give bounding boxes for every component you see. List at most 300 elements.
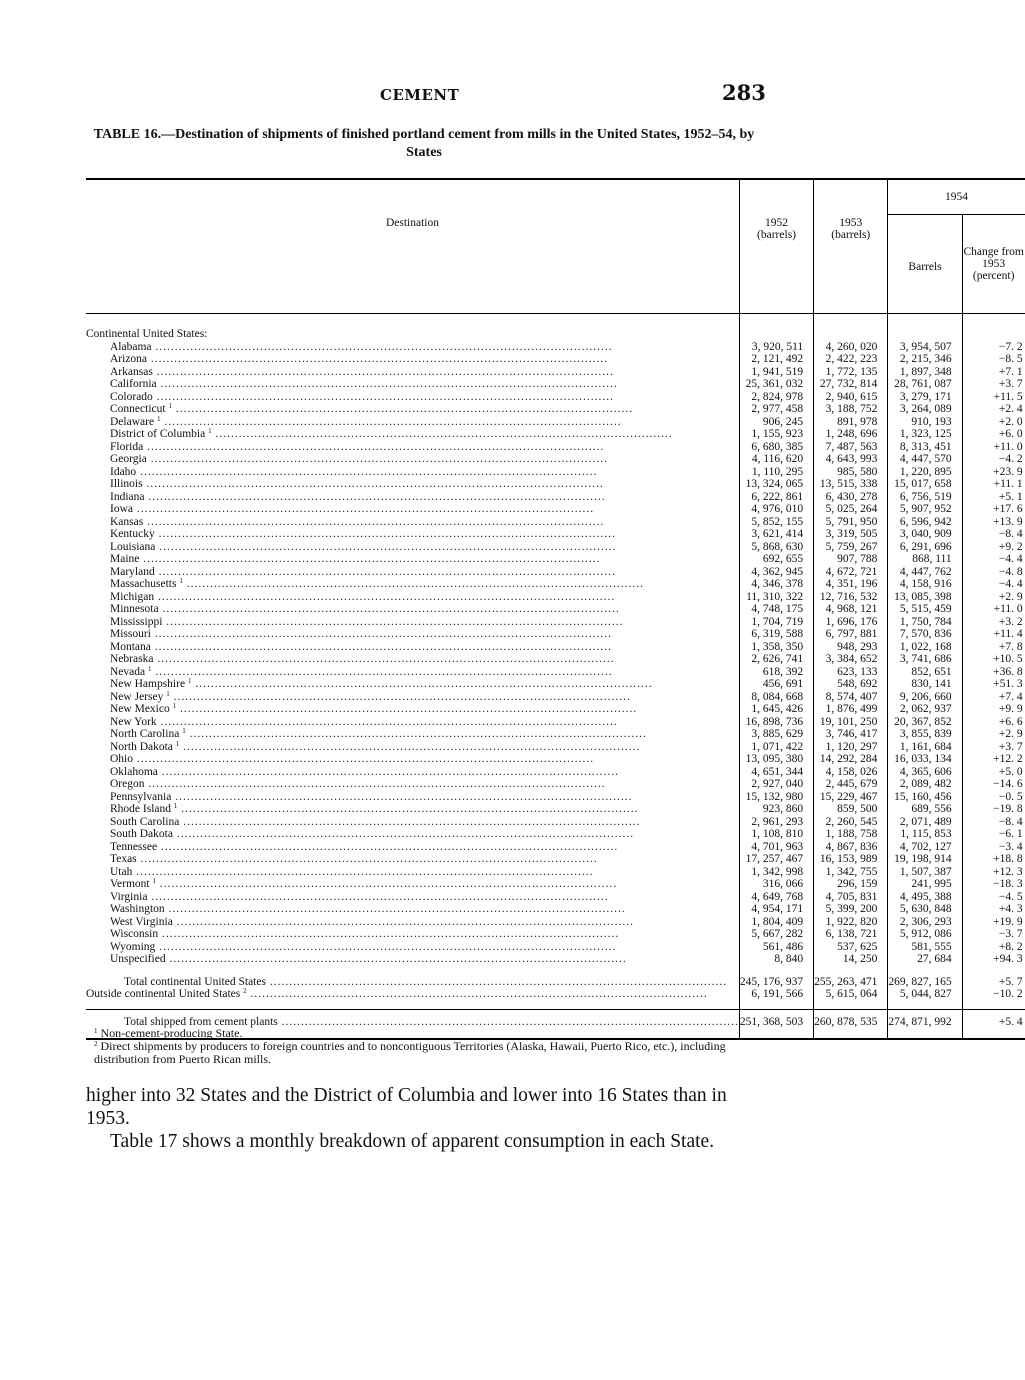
row-destination: Oregon .....: [86, 778, 739, 791]
row-1954: 4, 447, 762: [888, 566, 962, 579]
footnote-mark: 1: [187, 677, 192, 685]
row-destination: Maine .....: [86, 553, 739, 566]
footnote-mark: 1: [208, 427, 212, 435]
row-1954: 689, 556: [888, 803, 962, 816]
row-destination: South Carolina .....: [86, 816, 739, 829]
row-destination: New Jersey $^1$ .....: [86, 691, 739, 704]
row-destination: Colorado .....: [86, 391, 739, 404]
row-1953: 2, 940, 615: [814, 391, 888, 404]
row-1954: 8, 313, 451: [888, 441, 962, 454]
row-destination: Nevada $^1$ .....: [86, 666, 739, 679]
row-destination: California .....: [86, 378, 739, 391]
row-1952: 1, 804, 409: [739, 916, 813, 929]
row-destination: Arizona .....: [86, 353, 739, 366]
row-1954: 1, 897, 348: [888, 366, 962, 379]
row-1952: 6, 680, 385: [739, 441, 813, 454]
row-change: +2. 9: [962, 591, 1025, 604]
row-1953: 3, 746, 417: [814, 728, 888, 741]
row-destination: Indiana .....: [86, 491, 739, 504]
row-1952: 4, 701, 963: [739, 841, 813, 854]
row-change: +9. 2: [962, 541, 1025, 554]
row-1952: 5, 667, 282: [739, 928, 813, 941]
row-1952: 1, 155, 923: [739, 428, 813, 441]
row-destination: Unspecified .....: [86, 953, 739, 966]
table-row: [86, 928, 1025, 941]
table-row: [86, 866, 1025, 879]
footnote-mark: 1: [175, 739, 180, 748]
row-change: +5. 1: [962, 491, 1025, 504]
row-destination: Texas .....: [86, 853, 739, 866]
row-1954: 5, 630, 848: [888, 903, 962, 916]
row-change: −8. 5: [962, 353, 1025, 366]
row-1953: 19, 101, 250: [814, 716, 888, 729]
row-1953: 6, 797, 881: [814, 628, 888, 641]
row-1953: 15, 229, 467: [814, 791, 888, 804]
row-change: +17. 6: [962, 503, 1025, 516]
row-1954: 1, 323, 125: [888, 428, 962, 441]
row-destination: New York .....: [86, 716, 739, 729]
row-change: +2. 9: [962, 728, 1025, 741]
row-1954: 5, 912, 086: [888, 928, 962, 941]
table-row: [86, 528, 1025, 541]
row-change: +11. 4: [962, 628, 1025, 641]
row-1953: 27, 732, 814: [814, 378, 888, 391]
row-1953: 296, 159: [814, 878, 888, 891]
row-1954: 3, 954, 507: [888, 341, 962, 354]
row-1953: 1, 922, 820: [814, 916, 888, 929]
row-1954: 4, 365, 606: [888, 766, 962, 779]
row-1953: 14, 292, 284: [814, 753, 888, 766]
row-change: −4. 4: [962, 578, 1025, 591]
table-row: [86, 591, 1025, 604]
row-1953: 13, 515, 338: [814, 478, 888, 491]
row-1952: 3, 621, 414: [739, 528, 813, 541]
footnote-mark: 1: [173, 802, 178, 810]
table-row: [86, 353, 1025, 366]
row-1954: 6, 596, 942: [888, 516, 962, 529]
row-1953: 985, 580: [814, 466, 888, 479]
table-row: [86, 678, 1025, 691]
row-change: +11. 0: [962, 603, 1025, 616]
row-destination: Illinois .....: [86, 478, 739, 491]
row-1952: 4, 651, 344: [739, 766, 813, 779]
row-1952: 4, 649, 768: [739, 891, 813, 904]
row-1953: 1, 696, 176: [814, 616, 888, 629]
table-row: [86, 441, 1025, 454]
body-text: [86, 1084, 764, 1153]
row-1952: 1, 358, 350: [739, 641, 813, 654]
footnote-mark: 1: [179, 577, 183, 585]
row-change: +23. 9: [962, 466, 1025, 479]
row-1953: 4, 158, 026: [814, 766, 888, 779]
page-number: 283: [722, 80, 766, 105]
row-destination: Connecticut $^1$ .....: [86, 403, 739, 416]
table-row: [86, 941, 1025, 954]
row-1952: 3, 920, 511: [739, 341, 813, 354]
row-1953: 2, 445, 679: [814, 778, 888, 791]
table-row: [86, 628, 1025, 641]
table-row: [86, 953, 1025, 966]
row-1954: 6, 291, 696: [888, 541, 962, 554]
row-1952: 4, 346, 378: [739, 578, 813, 591]
row-1952: 4, 362, 945: [739, 566, 813, 579]
table-row: [86, 378, 1025, 391]
table-row: [86, 741, 1025, 754]
row-1954: 13, 085, 398: [888, 591, 962, 604]
row-change: +5. 0: [962, 766, 1025, 779]
table-row: [86, 453, 1025, 466]
row-change: −6. 1: [962, 828, 1025, 841]
table-row: [86, 503, 1025, 516]
row-change: +13. 9: [962, 516, 1025, 529]
row-destination: North Dakota $^1$ .....: [86, 741, 739, 754]
row-1954: 1, 220, 895: [888, 466, 962, 479]
table-row: [86, 853, 1025, 866]
row-1954: 1, 022, 168: [888, 641, 962, 654]
row-1953: 6, 430, 278: [814, 491, 888, 504]
row-destination: Maryland .....: [86, 566, 739, 579]
row-destination: Arkansas .....: [86, 366, 739, 379]
row-1953: 12, 716, 532: [814, 591, 888, 604]
row-change: +2. 0: [962, 416, 1025, 429]
row-destination: Montana .....: [86, 641, 739, 654]
row-destination: Missouri .....: [86, 628, 739, 641]
row-change: +6. 6: [962, 716, 1025, 729]
row-1954: 910, 193: [888, 416, 962, 429]
row-1953: 537, 625: [814, 941, 888, 954]
row-change: −8. 4: [962, 816, 1025, 829]
row-destination: Rhode Island $^1$ .....: [86, 803, 739, 816]
table-caption: [86, 126, 762, 162]
row-1953: 8, 574, 407: [814, 691, 888, 704]
row-1952: 316, 066: [739, 878, 813, 891]
row-1952: 5, 868, 630: [739, 541, 813, 554]
table-row: [86, 603, 1025, 616]
row-destination: Massachusetts $^1$ .....: [86, 578, 739, 591]
col-header-1953: 1953 (barrels): [814, 179, 888, 314]
row-1954: 2, 089, 482: [888, 778, 962, 791]
table-row: [86, 391, 1025, 404]
row-1952: 25, 361, 032: [739, 378, 813, 391]
row-destination: Washington .....: [86, 903, 739, 916]
row-1952: 4, 748, 175: [739, 603, 813, 616]
row-1953: 5, 399, 200: [814, 903, 888, 916]
row-1953: 14, 250: [814, 953, 888, 966]
table-row: [86, 466, 1025, 479]
footnote-mark: 1: [166, 689, 170, 698]
row-1952: 15, 132, 980: [739, 791, 813, 804]
row-1952: 1, 645, 426: [739, 703, 813, 716]
row-change: −14. 6: [962, 778, 1025, 791]
row-change: −7. 2: [962, 341, 1025, 354]
row-change: −0. 5: [962, 791, 1025, 804]
row-change: +8. 2: [962, 941, 1025, 954]
table-row: [86, 566, 1025, 579]
table-row: [86, 653, 1025, 666]
row-1953: 4, 260, 020: [814, 341, 888, 354]
table-row: [86, 766, 1025, 779]
row-destination: Minnesota .....: [86, 603, 739, 616]
total-shipped-row: Total shipped from cement plants ..... 251, 368, 503 260, 878, 535 274, 871, 992 +5. 4: [86, 1009, 1025, 1028]
row-1954: 19, 198, 914: [888, 853, 962, 866]
row-1953: 623, 133: [814, 666, 888, 679]
row-1954: 4, 702, 127: [888, 841, 962, 854]
row-change: +7. 4: [962, 691, 1025, 704]
row-change: +19. 9: [962, 916, 1025, 929]
table-row: [86, 666, 1025, 679]
row-1952: 923, 860: [739, 803, 813, 816]
table-row: [86, 878, 1025, 891]
row-1954: 3, 279, 171: [888, 391, 962, 404]
table-row: [86, 916, 1025, 929]
table-row: [86, 791, 1025, 804]
row-1953: 907, 788: [814, 553, 888, 566]
table-row: [86, 703, 1025, 716]
row-1952: 1, 342, 998: [739, 866, 813, 879]
row-1954: 3, 040, 909: [888, 528, 962, 541]
row-change: +12. 2: [962, 753, 1025, 766]
row-change: +10. 5: [962, 653, 1025, 666]
row-1952: 16, 898, 736: [739, 716, 813, 729]
row-1953: 7, 487, 563: [814, 441, 888, 454]
running-header-title: CEMENT: [380, 86, 460, 104]
row-change: −4. 5: [962, 891, 1025, 904]
col-header-1954-change: Change from 1953 (percent): [962, 215, 1025, 314]
row-1954: 241, 995: [888, 878, 962, 891]
table-row: [86, 616, 1025, 629]
col-header-destination: Destination: [86, 179, 739, 314]
col-header-1954-barrels: Barrels: [888, 215, 962, 314]
row-1953: 3, 384, 652: [814, 653, 888, 666]
row-change: +6. 0: [962, 428, 1025, 441]
row-change: −8. 4: [962, 528, 1025, 541]
row-1954: 4, 158, 916: [888, 578, 962, 591]
table-row: [86, 691, 1025, 704]
row-1952: 1, 071, 422: [739, 741, 813, 754]
table-row: [86, 778, 1025, 791]
footnote-mark: 1: [182, 727, 186, 735]
row-1952: 2, 824, 978: [739, 391, 813, 404]
row-destination: Kentucky .....: [86, 528, 739, 541]
row-change: +11. 5: [962, 391, 1025, 404]
row-1954: 2, 215, 346: [888, 353, 962, 366]
row-destination: Florida .....: [86, 441, 739, 454]
row-change: −4. 8: [962, 566, 1025, 579]
row-destination: Virginia .....: [86, 891, 739, 904]
row-1954: 1, 161, 684: [888, 741, 962, 754]
row-1954: 28, 761, 087: [888, 378, 962, 391]
row-destination: New Hampshire $^1$ .....: [86, 678, 739, 691]
row-1952: 906, 245: [739, 416, 813, 429]
footnote-2: $^2$ Direct shipments by producers to foreign countries and to noncontiguous Territories (Alaska, Hawaii, Puerto Rico, etc.), including distribution from Puerto Rican mills.: [94, 1039, 726, 1066]
row-change: −19. 8: [962, 803, 1025, 816]
body-paragraph-1: higher into 32 States and the District of Columbia and lower into 16 States than in 1953.: [86, 1085, 727, 1129]
row-change: −3. 7: [962, 928, 1025, 941]
row-1952: 2, 927, 040: [739, 778, 813, 791]
row-change: −3. 4: [962, 841, 1025, 854]
row-1953: 891, 978: [814, 416, 888, 429]
row-destination: Tennessee .....: [86, 841, 739, 854]
row-destination: Idaho .....: [86, 466, 739, 479]
row-change: +4. 3: [962, 903, 1025, 916]
row-1954: 2, 306, 293: [888, 916, 962, 929]
row-destination: Georgia .....: [86, 453, 739, 466]
row-change: +12. 3: [962, 866, 1025, 879]
row-1953: 4, 643, 993: [814, 453, 888, 466]
row-1952: 8, 084, 668: [739, 691, 813, 704]
row-change: +3. 7: [962, 741, 1025, 754]
table-row: [86, 341, 1025, 354]
row-1954: 4, 447, 570: [888, 453, 962, 466]
row-1953: 2, 422, 223: [814, 353, 888, 366]
row-change: +11. 1: [962, 478, 1025, 491]
table-row: [86, 428, 1025, 441]
row-1954: 3, 855, 839: [888, 728, 962, 741]
table-row: [86, 716, 1025, 729]
row-destination: Kansas .....: [86, 516, 739, 529]
total-continental-row: Total continental United States ..... 245, 176, 937 255, 263, 471 269, 827, 165 +5. 7: [86, 976, 1025, 989]
row-1953: 948, 293: [814, 641, 888, 654]
row-1953: 859, 500: [814, 803, 888, 816]
row-destination: Michigan .....: [86, 591, 739, 604]
table-row: [86, 366, 1025, 379]
row-destination: Mississippi .....: [86, 616, 739, 629]
row-1954: 1, 115, 853: [888, 828, 962, 841]
row-1953: 16, 153, 989: [814, 853, 888, 866]
row-destination: Alabama .....: [86, 341, 739, 354]
row-1954: 1, 507, 387: [888, 866, 962, 879]
row-1954: 830, 141: [888, 678, 962, 691]
row-destination: Iowa .....: [86, 503, 739, 516]
row-1954: 581, 555: [888, 941, 962, 954]
row-destination: Delaware $^1$ .....: [86, 416, 739, 429]
row-1954: 3, 264, 089: [888, 403, 962, 416]
row-1952: 2, 121, 492: [739, 353, 813, 366]
row-1953: 548, 692: [814, 678, 888, 691]
row-1954: 852, 651: [888, 666, 962, 679]
row-change: +36. 8: [962, 666, 1025, 679]
row-1952: 1, 108, 810: [739, 828, 813, 841]
row-destination: North Carolina $^1$ .....: [86, 728, 739, 741]
row-1952: 561, 486: [739, 941, 813, 954]
row-change: −18. 3: [962, 878, 1025, 891]
row-1953: 5, 759, 267: [814, 541, 888, 554]
row-1953: 4, 351, 196: [814, 578, 888, 591]
row-1953: 1, 248, 696: [814, 428, 888, 441]
table-row: [86, 903, 1025, 916]
table-row: [86, 816, 1025, 829]
row-change: +2. 4: [962, 403, 1025, 416]
table-title: —Destination of shipments of finished portland cement from mills in the United States, 1952–54, by States: [161, 127, 755, 160]
row-1952: 13, 095, 380: [739, 753, 813, 766]
footnotes: [86, 1027, 764, 1066]
row-destination: Ohio .....: [86, 753, 739, 766]
row-change: +7. 1: [962, 366, 1025, 379]
row-1953: 1, 772, 135: [814, 366, 888, 379]
row-1952: 2, 977, 458: [739, 403, 813, 416]
table-row: [86, 753, 1025, 766]
row-destination: District of Columbia $^1$ .....: [86, 428, 739, 441]
row-1952: 2, 961, 293: [739, 816, 813, 829]
row-destination: Nebraska .....: [86, 653, 739, 666]
row-1954: 2, 062, 937: [888, 703, 962, 716]
table-row: [86, 478, 1025, 491]
row-1952: 5, 852, 155: [739, 516, 813, 529]
row-1953: 1, 120, 297: [814, 741, 888, 754]
body-paragraph-2: Table 17 shows a monthly breakdown of apparent consumption in each State.: [110, 1131, 715, 1152]
table-row: [86, 516, 1025, 529]
row-1952: 1, 110, 295: [739, 466, 813, 479]
table-row: [86, 416, 1025, 429]
row-destination: Oklahoma .....: [86, 766, 739, 779]
row-change: +3. 7: [962, 378, 1025, 391]
row-1954: 6, 756, 519: [888, 491, 962, 504]
row-destination: Utah .....: [86, 866, 739, 879]
row-1954: 9, 206, 660: [888, 691, 962, 704]
row-1952: 6, 222, 861: [739, 491, 813, 504]
row-1952: 8, 840: [739, 953, 813, 966]
table-row: [86, 728, 1025, 741]
row-1954: 4, 495, 388: [888, 891, 962, 904]
section-label: Continental United States:: [86, 328, 208, 340]
row-destination: Wyoming .....: [86, 941, 739, 954]
col-header-1952: 1952 (barrels): [739, 179, 813, 314]
row-1953: 5, 791, 950: [814, 516, 888, 529]
row-1953: 5, 025, 264: [814, 503, 888, 516]
row-1952: 618, 392: [739, 666, 813, 679]
footnote-mark: 1: [152, 877, 156, 885]
row-change: +18. 8: [962, 853, 1025, 866]
table-row: [86, 578, 1025, 591]
row-1954: 5, 515, 459: [888, 603, 962, 616]
row-1954: 5, 907, 952: [888, 503, 962, 516]
row-1952: 4, 954, 171: [739, 903, 813, 916]
row-1953: 4, 672, 721: [814, 566, 888, 579]
col-header-1954-group: 1954: [888, 179, 1025, 215]
row-change: +11. 0: [962, 441, 1025, 454]
table-row: [86, 541, 1025, 554]
table-row: [86, 891, 1025, 904]
row-destination: Louisiana .....: [86, 541, 739, 554]
row-1952: 456, 691: [739, 678, 813, 691]
row-1952: 11, 310, 322: [739, 591, 813, 604]
row-1952: 1, 941, 519: [739, 366, 813, 379]
row-destination: South Dakota .....: [86, 828, 739, 841]
footnote-mark: 1: [172, 702, 177, 710]
row-change: +7. 8: [962, 641, 1025, 654]
row-change: −4. 2: [962, 453, 1025, 466]
row-change: +51. 3: [962, 678, 1025, 691]
row-1953: 4, 867, 836: [814, 841, 888, 854]
table-row: [86, 803, 1025, 816]
row-change: +3. 2: [962, 616, 1025, 629]
row-change: +9. 9: [962, 703, 1025, 716]
footnote-1: $^1$ Non-cement-producing State.: [94, 1026, 243, 1040]
row-1954: 15, 160, 456: [888, 791, 962, 804]
row-1953: 3, 319, 505: [814, 528, 888, 541]
row-1954: 20, 367, 852: [888, 716, 962, 729]
row-change: +94. 3: [962, 953, 1025, 966]
footnote-mark: 1: [148, 664, 152, 673]
outside-continental-row: Outside continental United States $^2$ ..... 6, 191, 566 5, 615, 064 5, 044, 827 −10. 2: [86, 988, 1025, 1001]
row-1953: 4, 968, 121: [814, 603, 888, 616]
row-1953: 6, 138, 721: [814, 928, 888, 941]
row-destination: New Mexico $^1$ .....: [86, 703, 739, 716]
table-row: [86, 553, 1025, 566]
row-1952: 692, 655: [739, 553, 813, 566]
table-row: [86, 403, 1025, 416]
row-1952: 6, 319, 588: [739, 628, 813, 641]
